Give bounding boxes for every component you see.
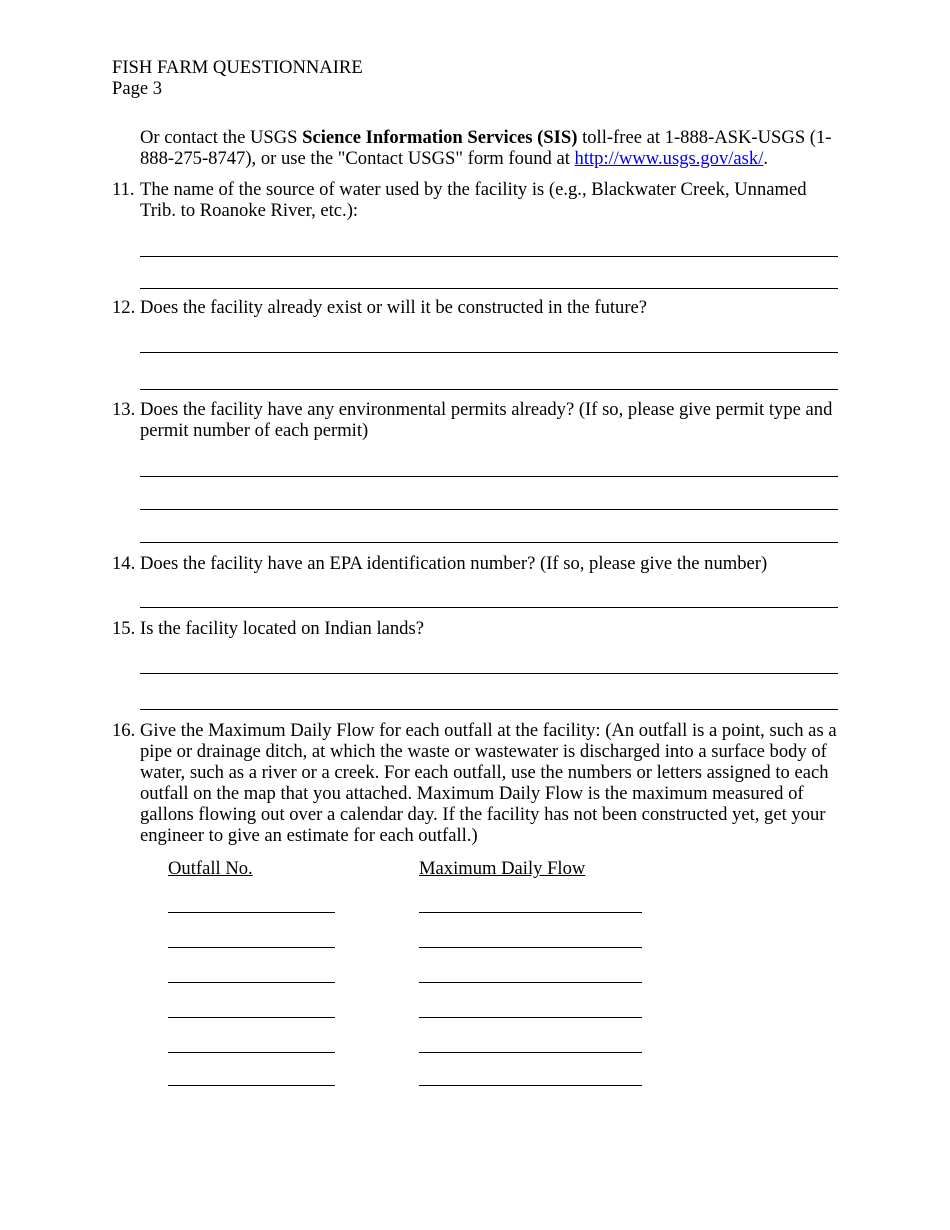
question-13 bbox=[112, 399, 842, 441]
contact-paragraph bbox=[140, 127, 840, 169]
answer-line-11b[interactable] bbox=[140, 288, 838, 289]
answer-line-12b[interactable] bbox=[140, 389, 838, 390]
question-number: 16. bbox=[112, 720, 136, 741]
max-flow-line[interactable] bbox=[419, 1017, 642, 1018]
question-number: 15. bbox=[112, 618, 136, 639]
question-number: 14. bbox=[112, 553, 136, 574]
question-number: 12. bbox=[112, 297, 136, 318]
question-text: Is the facility located on Indian lands? bbox=[140, 618, 424, 639]
max-flow-line[interactable] bbox=[419, 982, 642, 983]
question-14 bbox=[112, 553, 842, 574]
max-flow-line[interactable] bbox=[419, 1052, 642, 1053]
contact-prefix: Or contact the USGS bbox=[140, 127, 303, 148]
max-flow-line[interactable] bbox=[419, 947, 642, 948]
contact-sis: Science Information Services (SIS) bbox=[302, 127, 578, 148]
outfall-no-header: Outfall No. bbox=[168, 858, 253, 879]
question-text: Does the facility already exist or will it be constructed in the future? bbox=[140, 297, 648, 318]
answer-line-13b[interactable] bbox=[140, 509, 838, 510]
outfall-no-line[interactable] bbox=[168, 1085, 335, 1086]
page-number: Page 3 bbox=[112, 78, 163, 99]
question-12 bbox=[112, 297, 842, 318]
outfall-no-line[interactable] bbox=[168, 982, 335, 983]
max-flow-line[interactable] bbox=[419, 912, 642, 913]
question-text: Does the facility have any environmental permits already? (If so, please give permit type and permit number of each permit) bbox=[140, 399, 833, 441]
answer-line-15a[interactable] bbox=[140, 673, 838, 674]
page-header bbox=[112, 57, 363, 99]
question-text: The name of the source of water used by the facility is (e.g., Blackwater Creek, Unnamed Trib. to Roanoke River, etc.): bbox=[140, 179, 807, 221]
question-16 bbox=[112, 720, 842, 846]
outfall-no-line[interactable] bbox=[168, 1017, 335, 1018]
contact-suffix: . bbox=[763, 148, 769, 169]
answer-line-11a[interactable] bbox=[140, 256, 838, 257]
question-number: 11. bbox=[112, 179, 135, 200]
answer-line-13c[interactable] bbox=[140, 542, 838, 543]
max-daily-flow-header: Maximum Daily Flow bbox=[419, 858, 586, 879]
outfall-no-line[interactable] bbox=[168, 947, 335, 948]
max-flow-line[interactable] bbox=[419, 1085, 642, 1086]
answer-line-12a[interactable] bbox=[140, 352, 838, 353]
answer-line-14a[interactable] bbox=[140, 607, 838, 608]
usgs-ask-link[interactable]: http://www.usgs.gov/ask/ bbox=[574, 148, 764, 169]
outfall-no-line[interactable] bbox=[168, 912, 335, 913]
contact-middle: toll-free at 1-888-ASK-USGS (1-888-275-8747), or use the "Contact USGS" form found at bbox=[140, 127, 832, 169]
question-text: Does the facility have an EPA identification number? (If so, please give the number) bbox=[140, 553, 768, 574]
question-number: 13. bbox=[112, 399, 136, 420]
question-11 bbox=[112, 179, 842, 221]
question-15 bbox=[112, 618, 842, 639]
answer-line-15b[interactable] bbox=[140, 709, 838, 710]
question-text: Give the Maximum Daily Flow for each outfall at the facility: (An outfall is a point, such as a pipe or drainage ditch, at which the waste or wastewater is discharged into a surface body of water, such as a river or a creek. For each outfall, use the numbers or letters assigned to each outfall on the map that you attached. Maximum Daily Flow is the maximum measured of gallons flowing out over a calendar day. If the facility has not been constructed yet, get your engineer to give an estimate for each outfall.) bbox=[140, 720, 837, 846]
document-title: FISH FARM QUESTIONNAIRE bbox=[112, 57, 363, 78]
outfall-no-line[interactable] bbox=[168, 1052, 335, 1053]
answer-line-13a[interactable] bbox=[140, 476, 838, 477]
